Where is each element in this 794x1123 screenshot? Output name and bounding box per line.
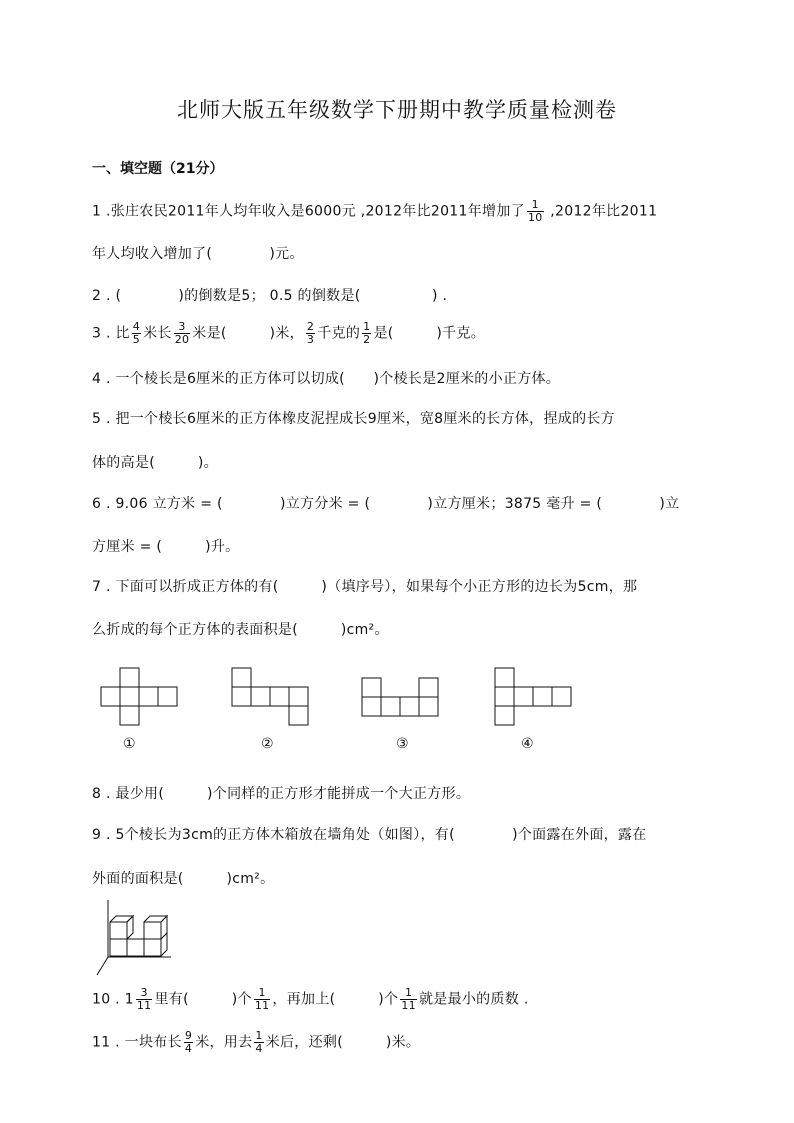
net-label-3: ③	[396, 736, 409, 752]
q10-fraction-3: $\frac{1}{11}$	[401, 986, 416, 1012]
question-6: 6 . 9.06 立方米 = ( )立方分米 = ( )立方厘米；3875 毫升 = ( )立	[92, 496, 680, 512]
net-3	[362, 678, 438, 716]
net-label-4: ④	[521, 736, 534, 752]
question-5: 5 . 把一个棱长6厘米的正方体橡皮泥捏成长9厘米，宽8厘米的长方体，捏成的长方	[92, 411, 615, 427]
net-label-1: ①	[123, 736, 136, 752]
q10-fraction-2: $\frac{1}{11}$	[254, 986, 270, 1012]
net-1	[101, 668, 177, 725]
q1-text-b: ,2012年比2011	[545, 203, 658, 220]
net-2	[232, 668, 308, 725]
question-3: 3 . 比 $\frac{4}{5}$ 米长 $\frac{3}{20}$ 米是( )米， $\frac{2}{3}$ 千克的 $\frac{1}{2}$ 是( )千克。	[92, 320, 486, 346]
q3-fraction-2: $\frac{3}{20}$	[174, 320, 190, 346]
q3-fraction-4: $\frac{1}{2}$	[363, 320, 371, 346]
section-heading-fill-in: 一、填空题（21分）	[92, 161, 224, 177]
q3-fraction-3: $\frac{2}{3}$	[306, 320, 315, 346]
question-7-line-2: 么折成的每个正方体的表面积是( )cm²。	[92, 622, 389, 638]
question-4: 4 . 一个棱长是6厘米的正方体可以切成( )个棱长是2厘米的小正方体。	[92, 371, 561, 387]
q1-fraction: $\frac{1}{10}$	[527, 198, 543, 224]
question-6-line-2: 方厘米 = ( )升。	[92, 539, 240, 555]
question-10: 10 . 1 $\frac{3}{11}$ 里有( )个 $\frac{1}{11}$ ，再加上( )个 $\frac{1}{11}$ 就是最小的质数 .	[92, 986, 529, 1012]
q10-fraction-1: $\frac{3}{11}$	[136, 986, 152, 1012]
question-8: 8 . 最少用( )个同样的正方形才能拼成一个大正方形。	[92, 786, 471, 802]
q3-fraction-1: $\frac{4}{5}$	[132, 320, 141, 346]
net-4	[495, 668, 571, 725]
cube-nets-svg	[0, 660, 794, 735]
question-7: 7 . 下面可以折成正方体的有( )（填序号），如果每个小正方形的边长为5cm，那	[92, 579, 638, 595]
q11-fraction-2: $\frac{1}{4}$	[255, 1029, 263, 1055]
corner-boxes-figure	[96, 895, 186, 984]
q11-fraction-1: $\frac{9}{4}$	[184, 1029, 193, 1055]
question-5-line-2: 体的高是( )。	[92, 455, 218, 471]
page-title: 北师大版五年级数学下册期中教学质量检测卷	[177, 98, 617, 122]
question-2: 2 . ( )的倒数是5； 0.5 的倒数是( ) .	[92, 288, 448, 304]
question-9-line-2: 外面的面积是( )cm²。	[92, 871, 275, 887]
question-9: 9 . 5个棱长为3cm的正方体木箱放在墙角处（如图），有( )个面露在外面，露在	[92, 827, 647, 843]
cube-nets-figure	[0, 660, 794, 760]
q1-text-a: 1 .张庄农民2011年人均年收入是6000元 ,2012年比2011年增加了	[92, 203, 525, 220]
question-1	[92, 199, 657, 224]
question-1-line-2: 年人均收入增加了( )元。	[92, 246, 304, 262]
net-label-2: ②	[261, 736, 274, 752]
corner-boxes-svg	[96, 895, 186, 980]
question-11: 11 . 一块布长 $\frac{9}{4}$ 米，用去 $\frac{1}{4}$ 米后，还剩( )米。	[92, 1029, 421, 1055]
